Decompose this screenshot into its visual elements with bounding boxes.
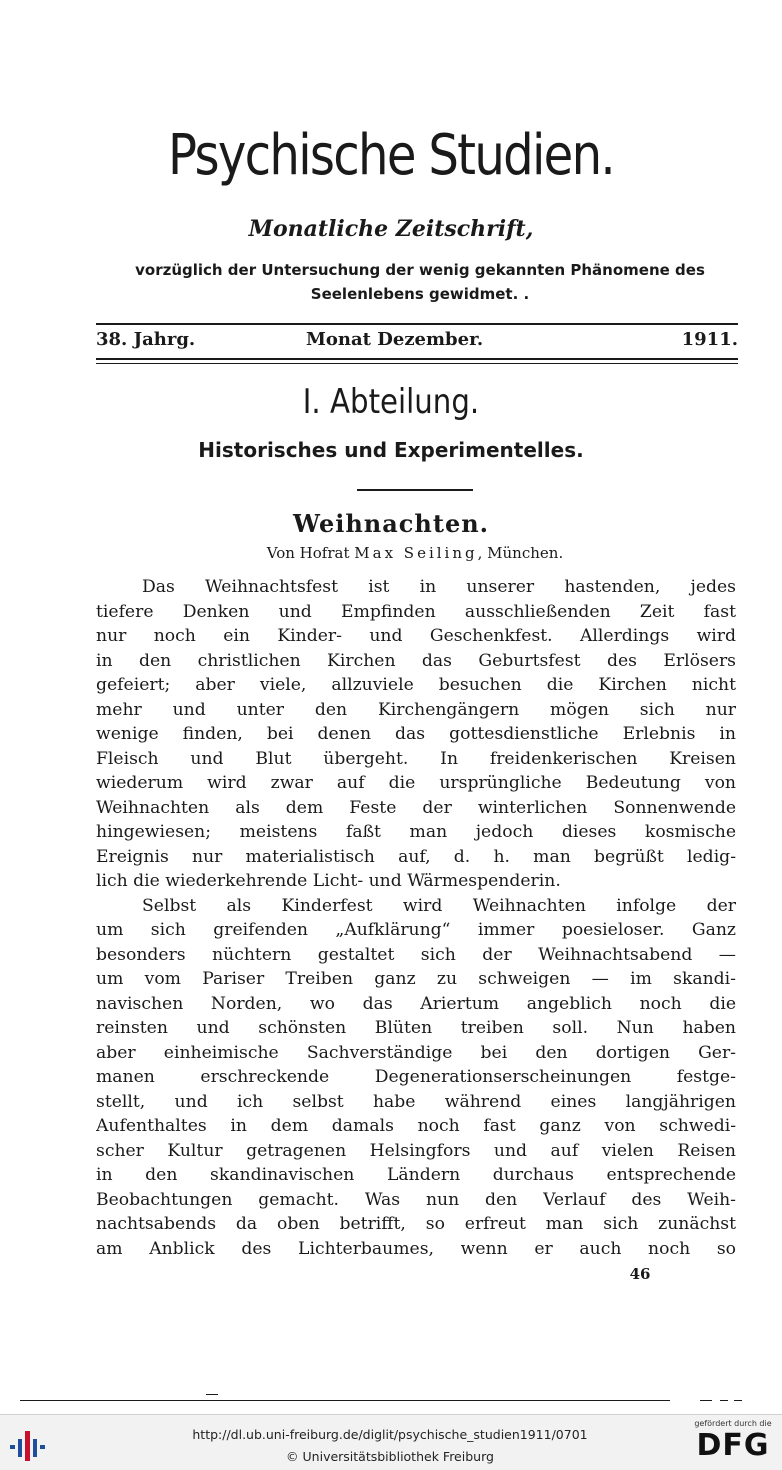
bottom-rule-dash-2 [700, 1400, 712, 1401]
dfg-logo-icon: DFG [696, 1428, 770, 1463]
body-line: navischen Norden, wo das Ariertum angeblich noch die [96, 993, 736, 1014]
bottom-rule [20, 1400, 670, 1401]
volume-label: 38. Jahrg. [96, 329, 196, 350]
section-title: I. Abteilung. [302, 382, 480, 422]
bottom-rule-dash-3 [720, 1400, 728, 1401]
body-line: Weihnachten als dem Feste der winterlichen Sonnenwende [96, 797, 736, 818]
double-rule-lower [96, 363, 738, 364]
journal-description-line-1: vorzüglich der Untersuchung der wenig gekannten Phänomene des [135, 261, 705, 279]
body-line: manen erschreckende Degenerationserscheinungen festge- [96, 1067, 736, 1087]
ub-freiburg-logo-icon [8, 1427, 48, 1463]
body-line: wenige finden, bei denen das gottesdienstliche Erlebnis in [96, 724, 736, 744]
double-rule-upper [96, 358, 738, 360]
bottom-rule-dash-1 [206, 1394, 218, 1395]
body-line: stellt, und ich selbst habe während eines langjährigen [96, 1091, 736, 1112]
section-divider [357, 489, 473, 491]
body-line: wiederum wird zwar auf die ursprüngliche Bedeutung von [96, 773, 736, 793]
page-number: 46 [629, 1265, 651, 1283]
body-line: scher Kultur getragenen Helsingfors und auf vielen Reisen [96, 1140, 736, 1161]
journal-title: Psychische Studien. [168, 123, 614, 188]
body-line: reinsten und schönsten Blüten treiben soll. Nun haben [96, 1018, 736, 1038]
body-line: Selbst als Kinderfest wird Weihnachten infolge der [142, 895, 736, 916]
body-line: gefeiert; aber viele, allzuviele besuchen die Kirchen nicht [96, 675, 736, 695]
section-subtitle: Historisches und Experimentelles. [198, 438, 584, 462]
month-label: Monat Dezember. [306, 329, 484, 350]
library-footer [0, 1414, 782, 1470]
body-line: Beobachtungen gemacht. Was nun den Verlauf des Weih- [96, 1189, 736, 1210]
body-line: hingewiesen; meistens faßt man jedoch dieses kosmische [96, 822, 736, 842]
author-name: Max Seiling [354, 544, 478, 562]
journal-subtitle: Monatliche Zeitschrift, [248, 216, 534, 242]
byline-suffix: , München. [477, 544, 564, 562]
body-line: in den christlichen Kirchen das Geburtsfest des Erlösers [96, 650, 736, 671]
body-line: Das Weihnachtsfest ist in unserer hastenden, jedes [142, 577, 736, 597]
body-line: mehr und unter den Kirchengängern mögen sich nur [96, 699, 736, 720]
byline-prefix: Von Hofrat [266, 544, 350, 562]
body-line: tiefere Denken und Empfinden ausschließenden Zeit fast [96, 601, 736, 622]
journal-description [100, 258, 740, 306]
journal-description-line-2: Seelenlebens gewidmet. . [310, 285, 530, 303]
issue-line [96, 328, 738, 352]
body-line: Aufenthaltes in dem damals noch fast ganz von schwedi- [96, 1116, 736, 1136]
body-line: Ereignis nur materialistisch auf, d. h. man begrüßt ledig- [96, 846, 736, 867]
article-byline [0, 546, 782, 561]
body-line: lich die wiederkehrende Licht- und Wärmespenderin. [96, 871, 561, 891]
article-title: Weihnachten. [292, 509, 490, 538]
body-line: Fleisch und Blut übergeht. In freidenkerischen Kreisen [96, 748, 736, 769]
body-line: nachtsabends da oben betrifft, so erfreut man sich zunächst [96, 1214, 736, 1234]
body-line: am Anblick des Lichterbaumes, wenn er auch noch so [96, 1238, 736, 1259]
year-label: 1911. [681, 329, 738, 350]
body-line: besonders nüchtern gestaltet sich der Weihnachtsabend — [96, 944, 736, 965]
body-line: um vom Pariser Treiben ganz zu schweigen — im skandi- [96, 969, 736, 989]
document-url-link[interactable]: http://dl.ub.uni-freiburg.de/diglit/psychische_studien1911/0701 [192, 1427, 588, 1442]
body-line: in den skandinavischen Ländern durchaus entsprechende [96, 1165, 736, 1185]
body-line: um sich greifenden „Aufklärung“ immer poesieloser. Ganz [96, 920, 736, 940]
body-line: aber einheimische Sachverständige bei den dortigen Ger- [96, 1042, 736, 1063]
dfg-badge [688, 1419, 778, 1469]
dfg-caption: gefördert durch die [694, 1419, 772, 1428]
copyright-notice: © Universitätsbibliothek Freiburg [286, 1449, 494, 1464]
bottom-rule-dash-4 [734, 1400, 742, 1401]
top-rule [96, 323, 738, 325]
article-body [96, 575, 736, 1261]
body-line: nur noch ein Kinder- und Geschenkfest. Allerdings wird [96, 626, 736, 646]
